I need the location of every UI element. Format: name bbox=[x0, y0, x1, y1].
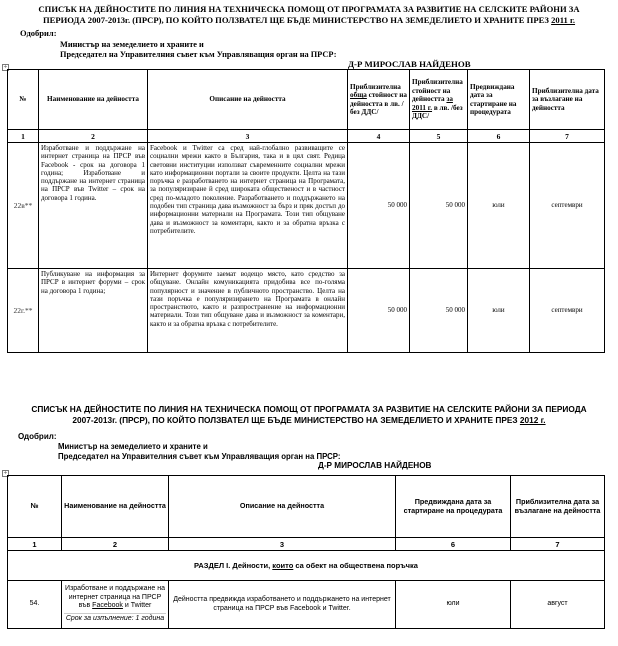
table-row bbox=[8, 269, 605, 353]
doc1-chair: Председател на Управителния съвет към Управляващия орган на ПРСР: bbox=[60, 50, 337, 59]
doc2-minister: Министър на земеделието и храните и bbox=[58, 442, 208, 451]
row-number: 54. bbox=[8, 581, 62, 629]
row-activity-description: Facebook и Twitter са сред най-глобално развиващите се социални мрежи както в България, така и в цял свят. Редица световни институции използват съвременните социални мрежи като информационни портали за своите продукти. Целта на тази поръчка е разработването на интернет страница на Програмата, за популяризиране й сред широката общественост и в частност сред по-младото поколение. Разработването и поддържането на подобен тип страница дава възможност за бърз и пряк достъп до информационни материали на Програмата. Този тип общуване дава и възможност за коментари, както и за обратна връзка с потребителите. bbox=[148, 143, 348, 269]
table-row bbox=[8, 581, 605, 629]
row-start-date: юли bbox=[396, 581, 511, 629]
doc1-col-value-total bbox=[348, 70, 410, 130]
doc2-signer: Д-Р МИРОСЛАВ НАЙДЕНОВ bbox=[318, 461, 432, 470]
table-row bbox=[8, 143, 605, 269]
doc2-chair: Председател на Управителния съвет към Управляващия орган на ПРСР: bbox=[58, 452, 341, 461]
doc1-approved: Одобрил: bbox=[20, 28, 57, 38]
doc1-num-1: 1 bbox=[8, 130, 39, 143]
doc2-header-row bbox=[8, 476, 605, 538]
doc1-minister: Министър на земеделието и храните и bbox=[60, 40, 204, 49]
doc2-num-7: 7 bbox=[511, 538, 605, 551]
doc2-title-line1: СПИСЪК НА ДЕЙНОСТИТЕ ПО ЛИНИЯ НА ТЕХНИЧЕСКА ПОМОЩ ОТ ПРОГРАМАТА ЗА РАЗВИТИЕ НА СЕЛСКИТЕ РАЙОНИ ЗА ПЕРИОДА bbox=[31, 404, 587, 414]
doc2-table bbox=[7, 475, 605, 629]
row-term: Срок за изпълнение: 1 година bbox=[65, 615, 165, 623]
doc1-col-value-total-u: обща bbox=[350, 91, 367, 100]
doc2-num-3: 3 bbox=[169, 538, 396, 551]
doc2-num-2: 2 bbox=[62, 538, 169, 551]
doc1-table bbox=[7, 69, 605, 353]
doc1-num-4: 4 bbox=[348, 130, 410, 143]
doc1-col-value-year-u: за 2011 г. bbox=[412, 95, 453, 112]
doc2-title-line2-text: 2007-2013г. (ПРСР), ПО КОЙТО ПОЛЗВАТЕЛ ЩЕ БЪДЕ МИНИСТЕРСТВО НА ЗЕМЕДЕЛИЕТО И ХРАНИТЕ ПРЕЗ bbox=[72, 414, 520, 425]
doc1-col-name: Наименование на дейността bbox=[39, 70, 148, 130]
doc2-col-no: № bbox=[8, 476, 62, 538]
doc1-col-desc: Описание на дейността bbox=[148, 70, 348, 130]
row-start-date: юли bbox=[468, 269, 530, 353]
row-value-total: 50 000 bbox=[348, 269, 410, 353]
doc1-num-6: 6 bbox=[468, 130, 530, 143]
doc1-col-start: Предвиждана дата за стартиране на процедурата bbox=[468, 70, 530, 130]
row-activity-name-u: Facebook bbox=[92, 602, 123, 609]
doc1-title-line1: СПИСЪК НА ДЕЙНОСТИТЕ ПО ЛИНИЯ НА ТЕХНИЧЕСКА ПОМОЩ ОТ ПРОГРАМАТА ЗА РАЗВИТИЕ НА СЕЛСКИТЕ РАЙОНИ ЗА bbox=[38, 4, 580, 14]
section-heading-pre: РАЗДЕЛ I. Дейности, bbox=[194, 561, 273, 570]
row-activity-name: Публикуване на информация за ПРСР в интернет форуми – срок на договора 1 година; bbox=[39, 269, 148, 353]
doc2-section-row bbox=[8, 551, 605, 581]
row-value-year: 50 000 bbox=[410, 269, 468, 353]
row-activity-name-pre: Изработване и поддържане на интернет страница на ПРСР във bbox=[65, 585, 165, 609]
row-start-date: юли bbox=[468, 143, 530, 269]
row-number: 22г.** bbox=[8, 269, 39, 353]
doc1-col-award: Приблизителна дата за възлагане на дейността bbox=[530, 70, 605, 130]
doc2-num-1: 1 bbox=[8, 538, 62, 551]
doc1-title-line2 bbox=[6, 15, 612, 26]
doc2-col-name: Наименование на дейността bbox=[62, 476, 169, 538]
row-activity-name-text bbox=[64, 585, 166, 610]
doc1-col-value-total-pre: Приблизителна bbox=[350, 82, 401, 91]
doc2-col-desc: Описание на дейността bbox=[169, 476, 396, 538]
doc1-col-value-total-post: стойност на дейността в лв. /без ДДС/ bbox=[350, 91, 408, 116]
row-number: 22в** bbox=[8, 143, 39, 269]
doc2-num-6: 6 bbox=[396, 538, 511, 551]
doc1-header-row bbox=[8, 70, 605, 130]
doc2-number-row bbox=[8, 538, 605, 551]
doc1-col-value-year-post: в лв. /без ДДС/ bbox=[412, 103, 463, 121]
doc2-title-year: 2012 г. bbox=[519, 414, 546, 425]
row-value-total: 50 000 bbox=[348, 143, 410, 269]
section-heading-u: които bbox=[272, 561, 294, 570]
table-move-handle-icon[interactable]: + bbox=[3, 64, 8, 70]
doc1-col-value-year-pre: Приблизителна стойност на дейността bbox=[412, 78, 463, 104]
row-award-date: август bbox=[511, 581, 605, 629]
section-heading-post: са обект на обществена поръчка bbox=[293, 561, 418, 570]
row-award-date: септември bbox=[530, 143, 605, 269]
table-move-handle-icon[interactable]: + bbox=[3, 470, 8, 476]
doc1-num-7: 7 bbox=[530, 130, 605, 143]
doc1-title bbox=[6, 4, 612, 25]
doc2-title-line2 bbox=[6, 415, 612, 426]
doc2-col-start: Предвиждана дата за стартиране на процедурата bbox=[396, 476, 511, 538]
doc1-number-row bbox=[8, 130, 605, 143]
row-activity-description: Интернет форумите заемат водещо място, като средство за общуване. Онлайн комуникацията придобива все по-голяма популярност и значение в публичното пространство. Целта на тази поръчка е популяризирането на Програмата в онлайн пространството, както и разпространение на информационни материали. Този тип общуване дава и възможност за коментари, както и за обратна връзка с потребителите. bbox=[148, 269, 348, 353]
doc1-num-5: 5 bbox=[410, 130, 468, 143]
doc1-title-line2-text: ПЕРИОДА 2007-2013г. (ПРСР), ПО КОЙТО ПОЛЗВАТЕЛ ЩЕ БЪДЕ МИНИСТЕРСТВО НА ЗЕМЕДЕЛИЕТО И ХРАНИТЕ ПРЕЗ bbox=[42, 14, 552, 25]
doc2-col-award: Приблизителна дата за възлагане на дейността bbox=[511, 476, 605, 538]
row-award-date: септември bbox=[530, 269, 605, 353]
doc1-num-2: 2 bbox=[39, 130, 148, 143]
doc2-approved: Одобрил: bbox=[18, 432, 57, 441]
row-activity-description: Дейността предвижда изработването и поддържането на интернет страница на ПРСР във Facebook и Twitter. bbox=[169, 581, 396, 629]
row-activity-name bbox=[62, 581, 169, 629]
doc1-col-no: № bbox=[8, 70, 39, 130]
section-heading bbox=[8, 551, 605, 581]
doc1-signer: Д-Р МИРОСЛАВ НАЙДЕНОВ bbox=[348, 59, 471, 69]
doc1-num-3: 3 bbox=[148, 130, 348, 143]
row-activity-name-post: и Twitter bbox=[122, 602, 152, 609]
doc2-title bbox=[6, 404, 612, 425]
row-activity-name: Изработване и поддържане на интернет страница на ПРСР във Facebook - срок на договора 1 година; Изработване и поддържане на интернет страница на ПРСР във Twitter – срок на договора 1 година. bbox=[39, 143, 148, 269]
doc1-col-value-year bbox=[410, 70, 468, 130]
row-value-year: 50 000 bbox=[410, 143, 468, 269]
doc1-title-year: 2011 г. bbox=[551, 14, 576, 25]
